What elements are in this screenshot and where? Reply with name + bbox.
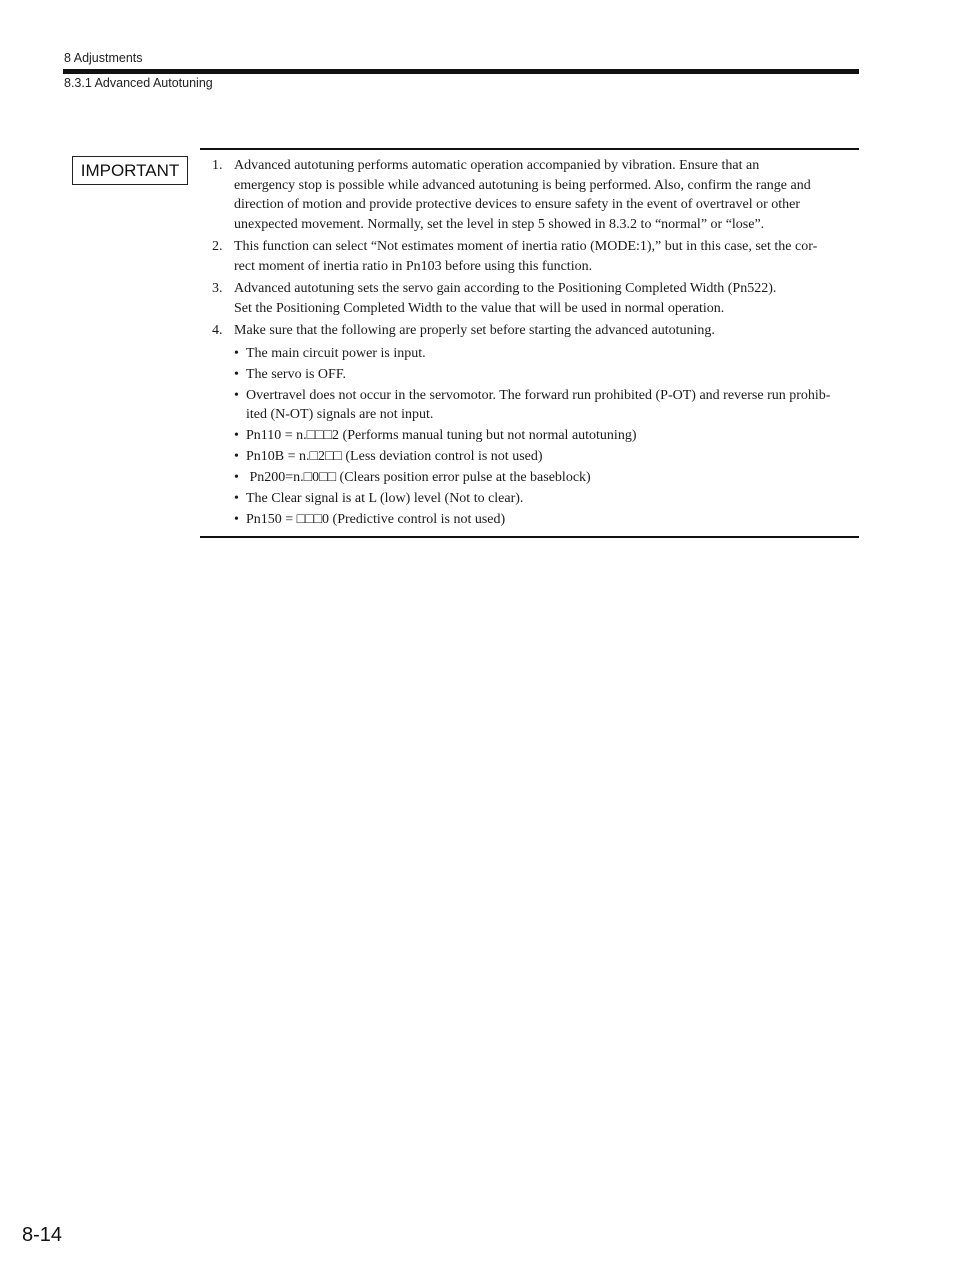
chapter-header: 8 Adjustments [64, 51, 143, 65]
bullet-line: The main circuit power is input. [246, 345, 426, 361]
notice-top-rule [200, 148, 859, 150]
bullet-item [234, 510, 857, 530]
numbered-item [212, 279, 857, 318]
important-notice [212, 156, 857, 531]
bullet-dot: • [234, 366, 239, 382]
section-header: 8.3.1 Advanced Autotuning [64, 76, 213, 90]
item-line: Make sure that the following are properly set before starting the advanced autotuning. [234, 323, 715, 338]
bullet-line: The Clear signal is at L (low) level (Not to clear). [246, 491, 524, 506]
header-rule [63, 69, 859, 74]
item-text [234, 237, 857, 276]
bullet-dot: • [234, 449, 239, 464]
bullet-dot: • [234, 470, 239, 485]
bullet-line: Pn150 = □□□0 (Predictive control is not used) [246, 512, 506, 527]
bullet-item [234, 489, 857, 509]
bullet-dot: • [234, 512, 239, 527]
page-number: 8-14 [22, 1224, 63, 1246]
bullet-item [234, 447, 857, 467]
item-line: This function can select “Not estimates moment of inertia ratio (MODE:1),” but in this case, set the cor- [234, 239, 818, 254]
bullet-item [234, 365, 857, 385]
item-line: Advanced autotuning sets the servo gain according to the Positioning Completed Width (Pn522). [234, 281, 777, 296]
bullet-line: ited (N-OT) signals are not input. [246, 407, 434, 422]
numbered-item [212, 237, 857, 276]
item-number: 1. [212, 158, 223, 173]
item-text [234, 279, 857, 318]
bullet-dot: • [234, 491, 239, 506]
bullet-item [234, 426, 857, 446]
bullet-line: Pn110 = n.□□□2 (Performs manual tuning but not normal autotuning) [246, 428, 637, 443]
bullet-item [234, 344, 857, 364]
bullet-item [234, 468, 857, 488]
numbered-item [212, 321, 857, 341]
bullet-line: Pn200=n.□0□□ (Clears position error pulse at the baseblock) [246, 470, 591, 485]
bullet-item [234, 386, 857, 425]
item-line: unexpected movement. Normally, set the level in step 5 showed in 8.3.2 to “normal” or “lose”. [234, 216, 765, 232]
item-text [234, 321, 857, 341]
item-line: rect moment of inertia ratio in Pn103 before using this function. [234, 258, 593, 274]
item-text [234, 156, 857, 234]
notice-bottom-rule [200, 536, 859, 538]
bullet-line: The servo is OFF. [246, 366, 346, 382]
bullet-line: Pn10B = n.□2□□ (Less deviation control is not used) [246, 449, 543, 464]
item-line: Advanced autotuning performs automatic operation accompanied by vibration. Ensure that an [234, 158, 760, 173]
numbered-item [212, 156, 857, 234]
bullet-dot: • [234, 345, 239, 361]
item-number: 3. [212, 281, 223, 296]
bullet-dot: • [234, 387, 239, 403]
item-number: 2. [212, 239, 223, 254]
item-number: 4. [212, 323, 223, 338]
important-label: IMPORTANT [72, 156, 188, 185]
bullet-list [234, 344, 857, 530]
item-line: direction of motion and provide protective devices to ensure safety in the event of overtravel or other [234, 197, 801, 212]
item-line: Set the Positioning Completed Width to the value that will be used in normal operation. [234, 300, 725, 316]
item-line: emergency stop is possible while advanced autotuning is being performed. Also, confirm the range and [234, 177, 811, 193]
bullet-dot: • [234, 428, 239, 443]
bullet-line: Overtravel does not occur in the servomotor. The forward run prohibited (P-OT) and reverse run prohib- [246, 387, 831, 403]
